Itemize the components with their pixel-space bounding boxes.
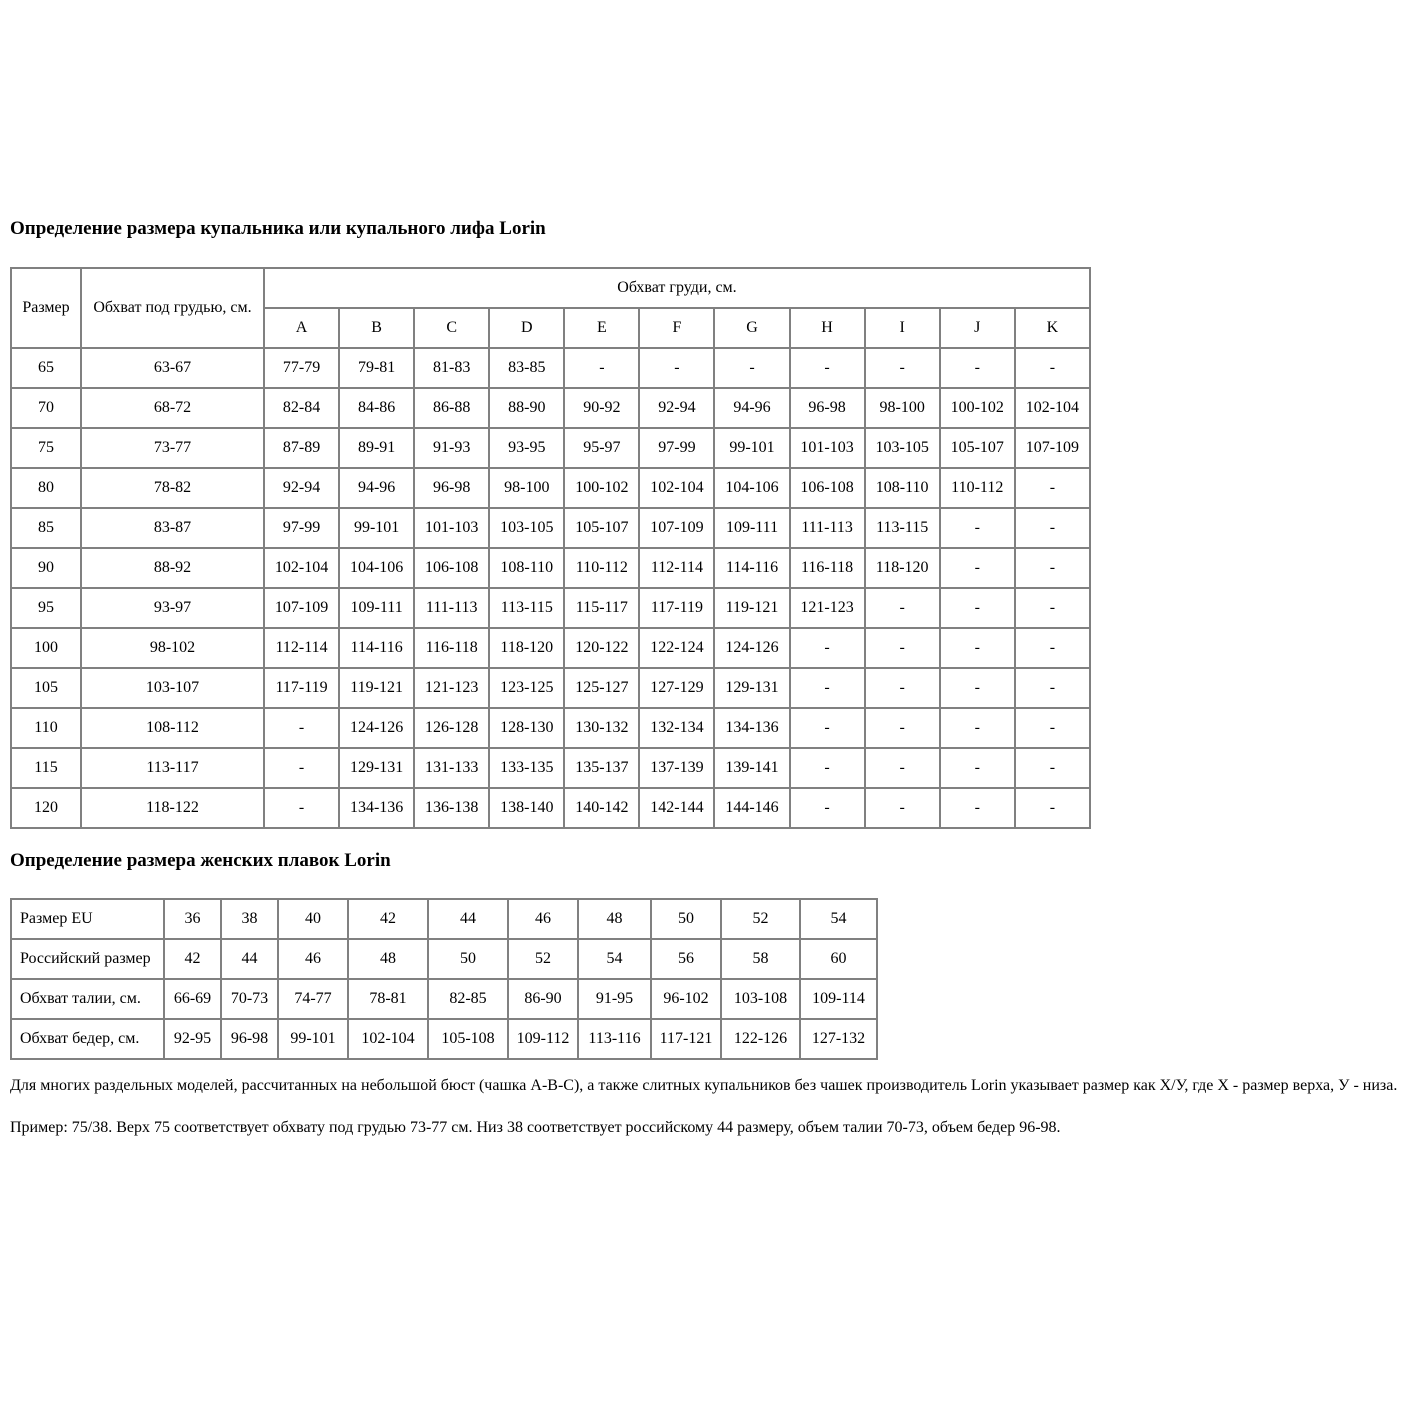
row-label-cell: Обхват бедер, см. [11,1019,164,1059]
bust-range-cell: 117-119 [264,668,339,708]
value-cell: 38 [221,899,278,939]
underbust-cell: 73-77 [81,428,264,468]
bust-range-cell: - [940,708,1015,748]
bust-range-cell: - [940,348,1015,388]
size-row [11,708,1090,748]
bust-range-cell: 94-96 [339,468,414,508]
bust-range-cell: 121-123 [790,588,865,628]
value-cell: 50 [428,939,508,979]
bust-range-cell: - [639,348,714,388]
bust-range-cell: 84-86 [339,388,414,428]
bust-range-cell: 107-109 [1015,428,1090,468]
value-cell: 48 [578,899,651,939]
value-cell: 58 [721,939,800,979]
value-cell: 54 [578,939,651,979]
bust-range-cell: 109-111 [714,508,789,548]
bust-range-cell: 110-112 [940,468,1015,508]
bust-range-cell: 118-120 [865,548,940,588]
underbust-cell: 98-102 [81,628,264,668]
bust-range-cell: - [790,708,865,748]
bust-range-cell: 119-121 [339,668,414,708]
size-row [11,428,1090,468]
bust-range-cell: 130-132 [564,708,639,748]
bust-range-cell: 105-107 [564,508,639,548]
bust-range-cell: 106-108 [790,468,865,508]
bust-range-cell: 96-98 [790,388,865,428]
bust-range-cell: - [940,788,1015,828]
bust-range-cell: - [1015,748,1090,788]
bust-range-cell: 134-136 [339,788,414,828]
size-column-header: Размер [11,268,81,348]
bust-range-cell: 81-83 [414,348,489,388]
bust-range-cell: 133-135 [489,748,564,788]
size-cell: 110 [11,708,81,748]
bust-range-cell: 118-120 [489,628,564,668]
bottoms-title: Определение размера женских плавок Lorin [10,849,391,871]
bust-range-cell: 132-134 [639,708,714,748]
bust-range-cell: - [1015,788,1090,828]
bust-range-cell: - [940,588,1015,628]
size-row [11,348,1090,388]
bust-range-cell: - [564,348,639,388]
bust-range-cell: - [865,668,940,708]
size-row [11,548,1090,588]
bust-range-cell: 79-81 [339,348,414,388]
bust-range-cell: - [790,748,865,788]
value-cell: 74-77 [278,979,348,1019]
value-cell: 117-121 [651,1019,721,1059]
bust-range-cell: 90-92 [564,388,639,428]
bust-range-cell: 102-104 [639,468,714,508]
bust-range-cell: 95-97 [564,428,639,468]
size-cell: 65 [11,348,81,388]
bust-range-cell: 138-140 [489,788,564,828]
size-row [11,508,1090,548]
underbust-cell: 63-67 [81,348,264,388]
row-label-cell: Российский размер [11,939,164,979]
bust-range-cell: 77-79 [264,348,339,388]
table-header-row [11,268,1090,308]
cup-header-cell: J [940,308,1015,348]
size-cell: 105 [11,668,81,708]
bust-range-cell: - [1015,468,1090,508]
bust-range-cell: 101-103 [790,428,865,468]
value-cell: 113-116 [578,1019,651,1059]
bust-range-cell: 125-127 [564,668,639,708]
underbust-column-header: Обхват под грудью, см. [81,268,264,348]
underbust-cell: 83-87 [81,508,264,548]
value-cell: 103-108 [721,979,800,1019]
bust-range-cell: 87-89 [264,428,339,468]
bust-range-cell: 89-91 [339,428,414,468]
value-cell: 50 [651,899,721,939]
bust-range-cell: - [1015,708,1090,748]
bottoms-row [11,1019,877,1059]
bust-range-cell: - [940,668,1015,708]
bust-range-cell: 134-136 [714,708,789,748]
cup-header-cell: C [414,308,489,348]
size-cell: 120 [11,788,81,828]
bust-range-cell: 102-104 [1015,388,1090,428]
bust-range-cell: 122-124 [639,628,714,668]
value-cell: 122-126 [721,1019,800,1059]
value-cell: 82-85 [428,979,508,1019]
bust-range-cell: - [865,588,940,628]
value-cell: 109-112 [508,1019,578,1059]
bust-range-cell: 119-121 [714,588,789,628]
note-sizing-format: Для многих раздельных моделей, рассчитанных на небольшой бюст (чашка A-B-C), а также слитных купальников без чашек производитель Lorin указывает размер как Х/У, где Х - размер верха, У - низа. [10,1076,1398,1094]
bust-range-cell: 98-100 [489,468,564,508]
bust-range-cell: 116-118 [414,628,489,668]
bust-range-cell: 137-139 [639,748,714,788]
bust-range-cell: 94-96 [714,388,789,428]
bust-range-cell: 114-116 [339,628,414,668]
bust-range-cell: 108-110 [489,548,564,588]
bust-range-cell: 129-131 [714,668,789,708]
cup-header-cell: H [790,308,865,348]
bust-range-cell: 124-126 [714,628,789,668]
bust-range-cell: 131-133 [414,748,489,788]
underbust-cell: 93-97 [81,588,264,628]
bust-range-cell: 111-113 [414,588,489,628]
bust-range-cell: 140-142 [564,788,639,828]
note-example: Пример: 75/38. Верх 75 соответствует обхвату под грудью 73-77 см. Низ 38 соответствует российскому 44 размеру, объем талии 70-73, объем бедер 96-98. [10,1118,1061,1136]
bust-range-cell: 114-116 [714,548,789,588]
bust-range-cell: 104-106 [339,548,414,588]
bust-range-cell: 100-102 [940,388,1015,428]
bust-range-cell: 135-137 [564,748,639,788]
bust-range-cell: 111-113 [790,508,865,548]
size-cell: 95 [11,588,81,628]
bust-range-cell: 124-126 [339,708,414,748]
bust-range-cell: 139-141 [714,748,789,788]
row-label-cell: Обхват талии, см. [11,979,164,1019]
bust-range-cell: - [1015,668,1090,708]
bottoms-table-body [11,899,877,1059]
value-cell: 127-132 [800,1019,877,1059]
underbust-cell: 103-107 [81,668,264,708]
value-cell: 109-114 [800,979,877,1019]
size-cell: 85 [11,508,81,548]
bust-range-cell: - [790,668,865,708]
bust-range-cell: - [1015,348,1090,388]
size-row [11,668,1090,708]
value-cell: 48 [348,939,428,979]
cup-header-cell: B [339,308,414,348]
bust-range-cell: 104-106 [714,468,789,508]
bust-range-cell: - [790,628,865,668]
bust-range-cell: 136-138 [414,788,489,828]
bust-range-cell: - [865,628,940,668]
bust-range-cell: 120-122 [564,628,639,668]
size-row [11,588,1090,628]
bust-range-cell: 123-125 [489,668,564,708]
bust-range-cell: 96-98 [414,468,489,508]
value-cell: 36 [164,899,221,939]
value-cell: 40 [278,899,348,939]
bust-range-cell: - [1015,628,1090,668]
bust-range-cell: - [865,788,940,828]
cup-header-cell: K [1015,308,1090,348]
value-cell: 46 [278,939,348,979]
bottoms-size-table [10,898,878,1060]
size-row [11,628,1090,668]
value-cell: 102-104 [348,1019,428,1059]
value-cell: 105-108 [428,1019,508,1059]
value-cell: 86-90 [508,979,578,1019]
value-cell: 42 [348,899,428,939]
bust-range-cell: - [1015,548,1090,588]
bust-range-cell: 100-102 [564,468,639,508]
bust-range-cell: - [714,348,789,388]
size-cell: 70 [11,388,81,428]
size-cell: 100 [11,628,81,668]
cup-header-cell: G [714,308,789,348]
size-row [11,748,1090,788]
value-cell: 99-101 [278,1019,348,1059]
bust-range-cell: 105-107 [940,428,1015,468]
bust-range-cell: 103-105 [865,428,940,468]
bust-range-cell: 110-112 [564,548,639,588]
size-cell: 75 [11,428,81,468]
bust-range-cell: 97-99 [639,428,714,468]
value-cell: 66-69 [164,979,221,1019]
value-cell: 54 [800,899,877,939]
bust-range-cell: 86-88 [414,388,489,428]
cup-header-cell: I [865,308,940,348]
bust-range-cell: - [940,628,1015,668]
underbust-cell: 68-72 [81,388,264,428]
bust-range-cell: - [940,748,1015,788]
bust-range-cell: 107-109 [639,508,714,548]
value-cell: 56 [651,939,721,979]
value-cell: 70-73 [221,979,278,1019]
bust-range-cell: - [865,348,940,388]
bust-range-cell: 109-111 [339,588,414,628]
swim-top-size-table [10,267,1091,829]
bust-range-cell: 121-123 [414,668,489,708]
bust-range-cell: 129-131 [339,748,414,788]
bust-range-cell: 113-115 [865,508,940,548]
bust-range-cell: 112-114 [264,628,339,668]
bottoms-row [11,979,877,1019]
value-cell: 46 [508,899,578,939]
cup-header-cell: F [639,308,714,348]
value-cell: 52 [721,899,800,939]
bust-range-cell: - [940,508,1015,548]
size-row [11,788,1090,828]
bust-range-cell: - [1015,588,1090,628]
underbust-cell: 113-117 [81,748,264,788]
bust-range-cell: 103-105 [489,508,564,548]
value-cell: 60 [800,939,877,979]
underbust-cell: 118-122 [81,788,264,828]
swim-top-table-body [11,348,1090,828]
bust-range-cell: 142-144 [639,788,714,828]
bust-range-cell: 128-130 [489,708,564,748]
bust-range-cell: 115-117 [564,588,639,628]
bust-range-cell: - [790,788,865,828]
bust-range-cell: - [790,348,865,388]
bust-range-cell: - [264,708,339,748]
bust-range-cell: 99-101 [339,508,414,548]
bust-range-cell: - [264,788,339,828]
bust-range-cell: - [865,708,940,748]
cup-header-cell: E [564,308,639,348]
bust-range-cell: 113-115 [489,588,564,628]
bust-range-cell: 92-94 [264,468,339,508]
bust-group-header: Обхват груди, см. [264,268,1090,308]
underbust-cell: 88-92 [81,548,264,588]
bust-range-cell: 112-114 [639,548,714,588]
bust-range-cell: 101-103 [414,508,489,548]
cup-header-cell: A [264,308,339,348]
size-cell: 80 [11,468,81,508]
size-row [11,388,1090,428]
value-cell: 96-102 [651,979,721,1019]
size-cell: 90 [11,548,81,588]
bust-range-cell: 82-84 [264,388,339,428]
bust-range-cell: 108-110 [865,468,940,508]
bottoms-row [11,939,877,979]
bust-range-cell: 107-109 [264,588,339,628]
bust-range-cell: - [940,548,1015,588]
cup-header-cell: D [489,308,564,348]
bust-range-cell: 144-146 [714,788,789,828]
bust-range-cell: 99-101 [714,428,789,468]
bust-range-cell: 91-93 [414,428,489,468]
bust-range-cell: 97-99 [264,508,339,548]
swim-top-title: Определение размера купальника или купального лифа Lorin [10,218,546,239]
value-cell: 78-81 [348,979,428,1019]
bottoms-row [11,899,877,939]
value-cell: 44 [221,939,278,979]
value-cell: 52 [508,939,578,979]
bust-range-cell: 116-118 [790,548,865,588]
bust-range-cell: 88-90 [489,388,564,428]
size-cell: 115 [11,748,81,788]
value-cell: 44 [428,899,508,939]
bust-range-cell: 106-108 [414,548,489,588]
underbust-cell: 108-112 [81,708,264,748]
bust-range-cell: 83-85 [489,348,564,388]
bust-range-cell: - [865,748,940,788]
value-cell: 42 [164,939,221,979]
bust-range-cell: 127-129 [639,668,714,708]
bust-range-cell: 126-128 [414,708,489,748]
bust-range-cell: 117-119 [639,588,714,628]
bust-range-cell: 98-100 [865,388,940,428]
bust-range-cell: 102-104 [264,548,339,588]
underbust-cell: 78-82 [81,468,264,508]
row-label-cell: Размер EU [11,899,164,939]
value-cell: 92-95 [164,1019,221,1059]
size-row [11,468,1090,508]
value-cell: 96-98 [221,1019,278,1059]
bust-range-cell: - [264,748,339,788]
bust-range-cell: 92-94 [639,388,714,428]
bust-range-cell: - [1015,508,1090,548]
value-cell: 91-95 [578,979,651,1019]
bust-range-cell: 93-95 [489,428,564,468]
